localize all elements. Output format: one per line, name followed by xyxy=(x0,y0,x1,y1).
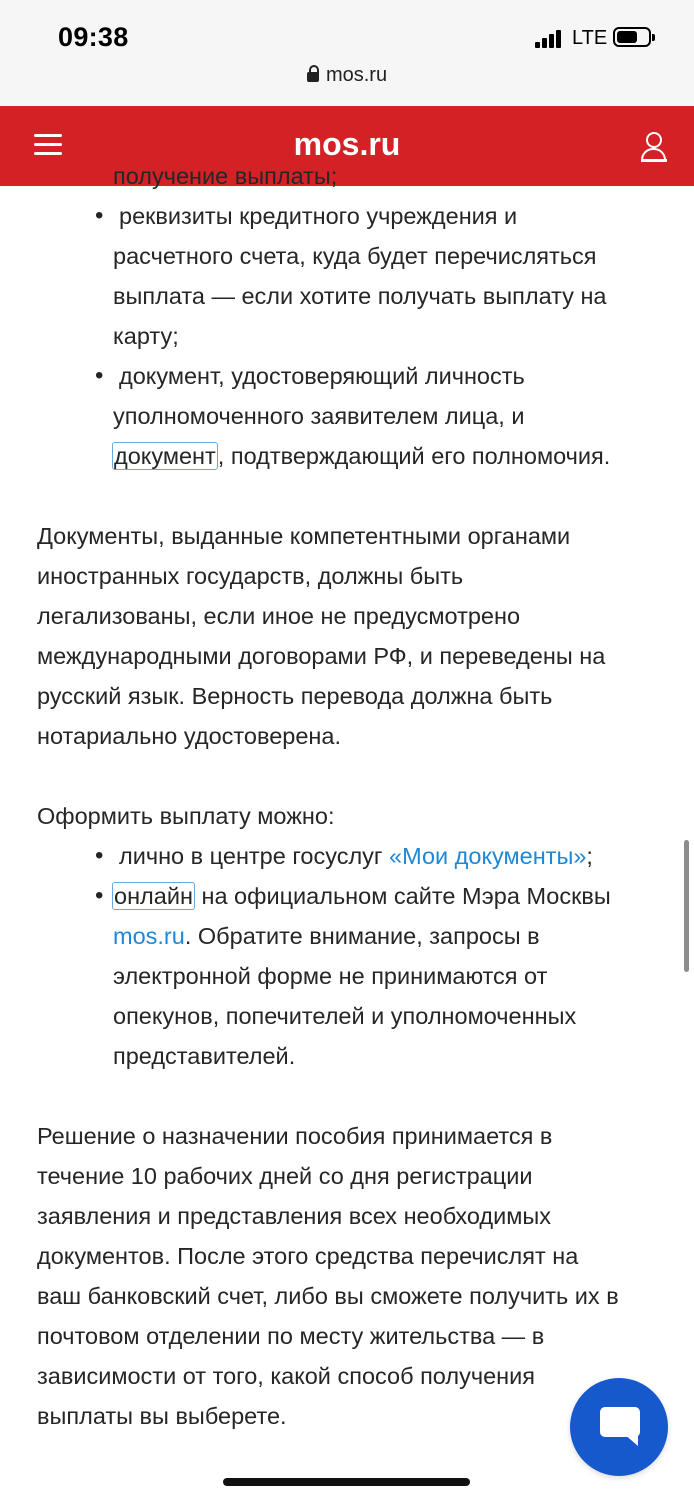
list-item-text: электронной форме не принимаются от xyxy=(113,963,548,989)
paragraph-line: иностранных государств, должны быть xyxy=(37,563,464,589)
bullet: • xyxy=(95,842,104,869)
list-item-text: уполномоченного заявителем лица, и xyxy=(113,403,525,429)
url-bar[interactable] xyxy=(0,64,694,87)
list-item-line xyxy=(113,916,540,956)
online-link[interactable]: онлайн xyxy=(114,883,193,909)
paragraph-line: течение 10 рабочих дней со дня регистрации xyxy=(37,1163,533,1189)
mos-ru-link[interactable]: mos.ru xyxy=(113,923,185,949)
ways-title: Оформить выплату можно: xyxy=(37,803,335,829)
chat-icon xyxy=(600,1407,640,1437)
bullet: • xyxy=(95,882,104,909)
status-time: 09:38 xyxy=(58,22,129,52)
signal-icon xyxy=(535,30,563,48)
paragraph-line: ваш банковский счет, либо вы сможете получить их в xyxy=(37,1283,619,1309)
my-documents-link[interactable]: «Мои документы» xyxy=(389,843,587,869)
list-item-text: карту; xyxy=(113,323,179,349)
bullet: • xyxy=(95,362,104,389)
menu-icon[interactable] xyxy=(34,134,62,156)
paragraph-line: выплаты вы выберете. xyxy=(37,1403,287,1429)
list-item-text: расчетного счета, куда будет перечисляться xyxy=(113,243,597,269)
list-item-text: реквизиты кредитного учреждения и xyxy=(119,203,518,229)
site-header xyxy=(0,106,694,186)
list-item-text: лично в центре госуслуг xyxy=(119,843,390,869)
article-content xyxy=(0,163,694,1500)
paragraph-line: нотариально удостоверена. xyxy=(37,723,341,749)
paragraph-line: международными договорами РФ, и переведены на xyxy=(37,643,606,669)
url-text: mos.ru xyxy=(325,64,388,86)
home-indicator[interactable] xyxy=(223,1478,470,1486)
browser-chrome xyxy=(0,0,694,106)
list-item-text: представителей. xyxy=(113,1043,296,1069)
site-logo[interactable]: mos.ru xyxy=(293,126,401,162)
paragraph-line: Документы, выданные компетентными органами xyxy=(37,523,571,549)
list-item-line xyxy=(119,836,593,876)
list-item-text: получение выплаты; xyxy=(113,163,338,189)
network-label: LTE xyxy=(572,27,608,49)
bullet: • xyxy=(95,202,104,229)
document-link[interactable]: документ xyxy=(114,443,216,469)
scrollbar[interactable] xyxy=(684,840,689,972)
paragraph-line: зависимости от того, какой способ получения xyxy=(37,1363,535,1389)
list-item-text: , подтверждающий его полномочия. xyxy=(217,443,611,469)
paragraph-line: легализованы, если иное не предусмотрено xyxy=(37,603,521,629)
lock-icon xyxy=(307,72,319,82)
paragraph-line: русский язык. Верность перевода должна быть xyxy=(37,683,553,709)
list-item-text: опекунов, попечителей и уполномоченных xyxy=(113,1003,577,1029)
list-item-line xyxy=(112,876,611,916)
paragraph-line: документов. После этого средства перечислят на xyxy=(37,1243,579,1269)
list-item-text: на официальном сайте Мэра Москвы xyxy=(194,883,611,909)
chat-button[interactable] xyxy=(570,1378,668,1476)
paragraph-line: заявления и представления всех необходимых xyxy=(37,1203,552,1229)
list-item-text: . Обратите внимание, запросы в xyxy=(184,923,540,949)
battery-icon xyxy=(613,27,651,47)
paragraph-line: Решение о назначении пособия принимается в xyxy=(37,1123,553,1149)
list-item-text: документ, удостоверяющий личность xyxy=(119,363,525,389)
list-item-line xyxy=(112,436,610,476)
paragraph-line: почтовом отделении по месту жительства — в xyxy=(37,1323,545,1349)
list-item-text: ; xyxy=(586,843,593,869)
user-icon[interactable] xyxy=(638,130,668,164)
list-item-text: выплата — если хотите получать выплату на xyxy=(113,283,607,309)
